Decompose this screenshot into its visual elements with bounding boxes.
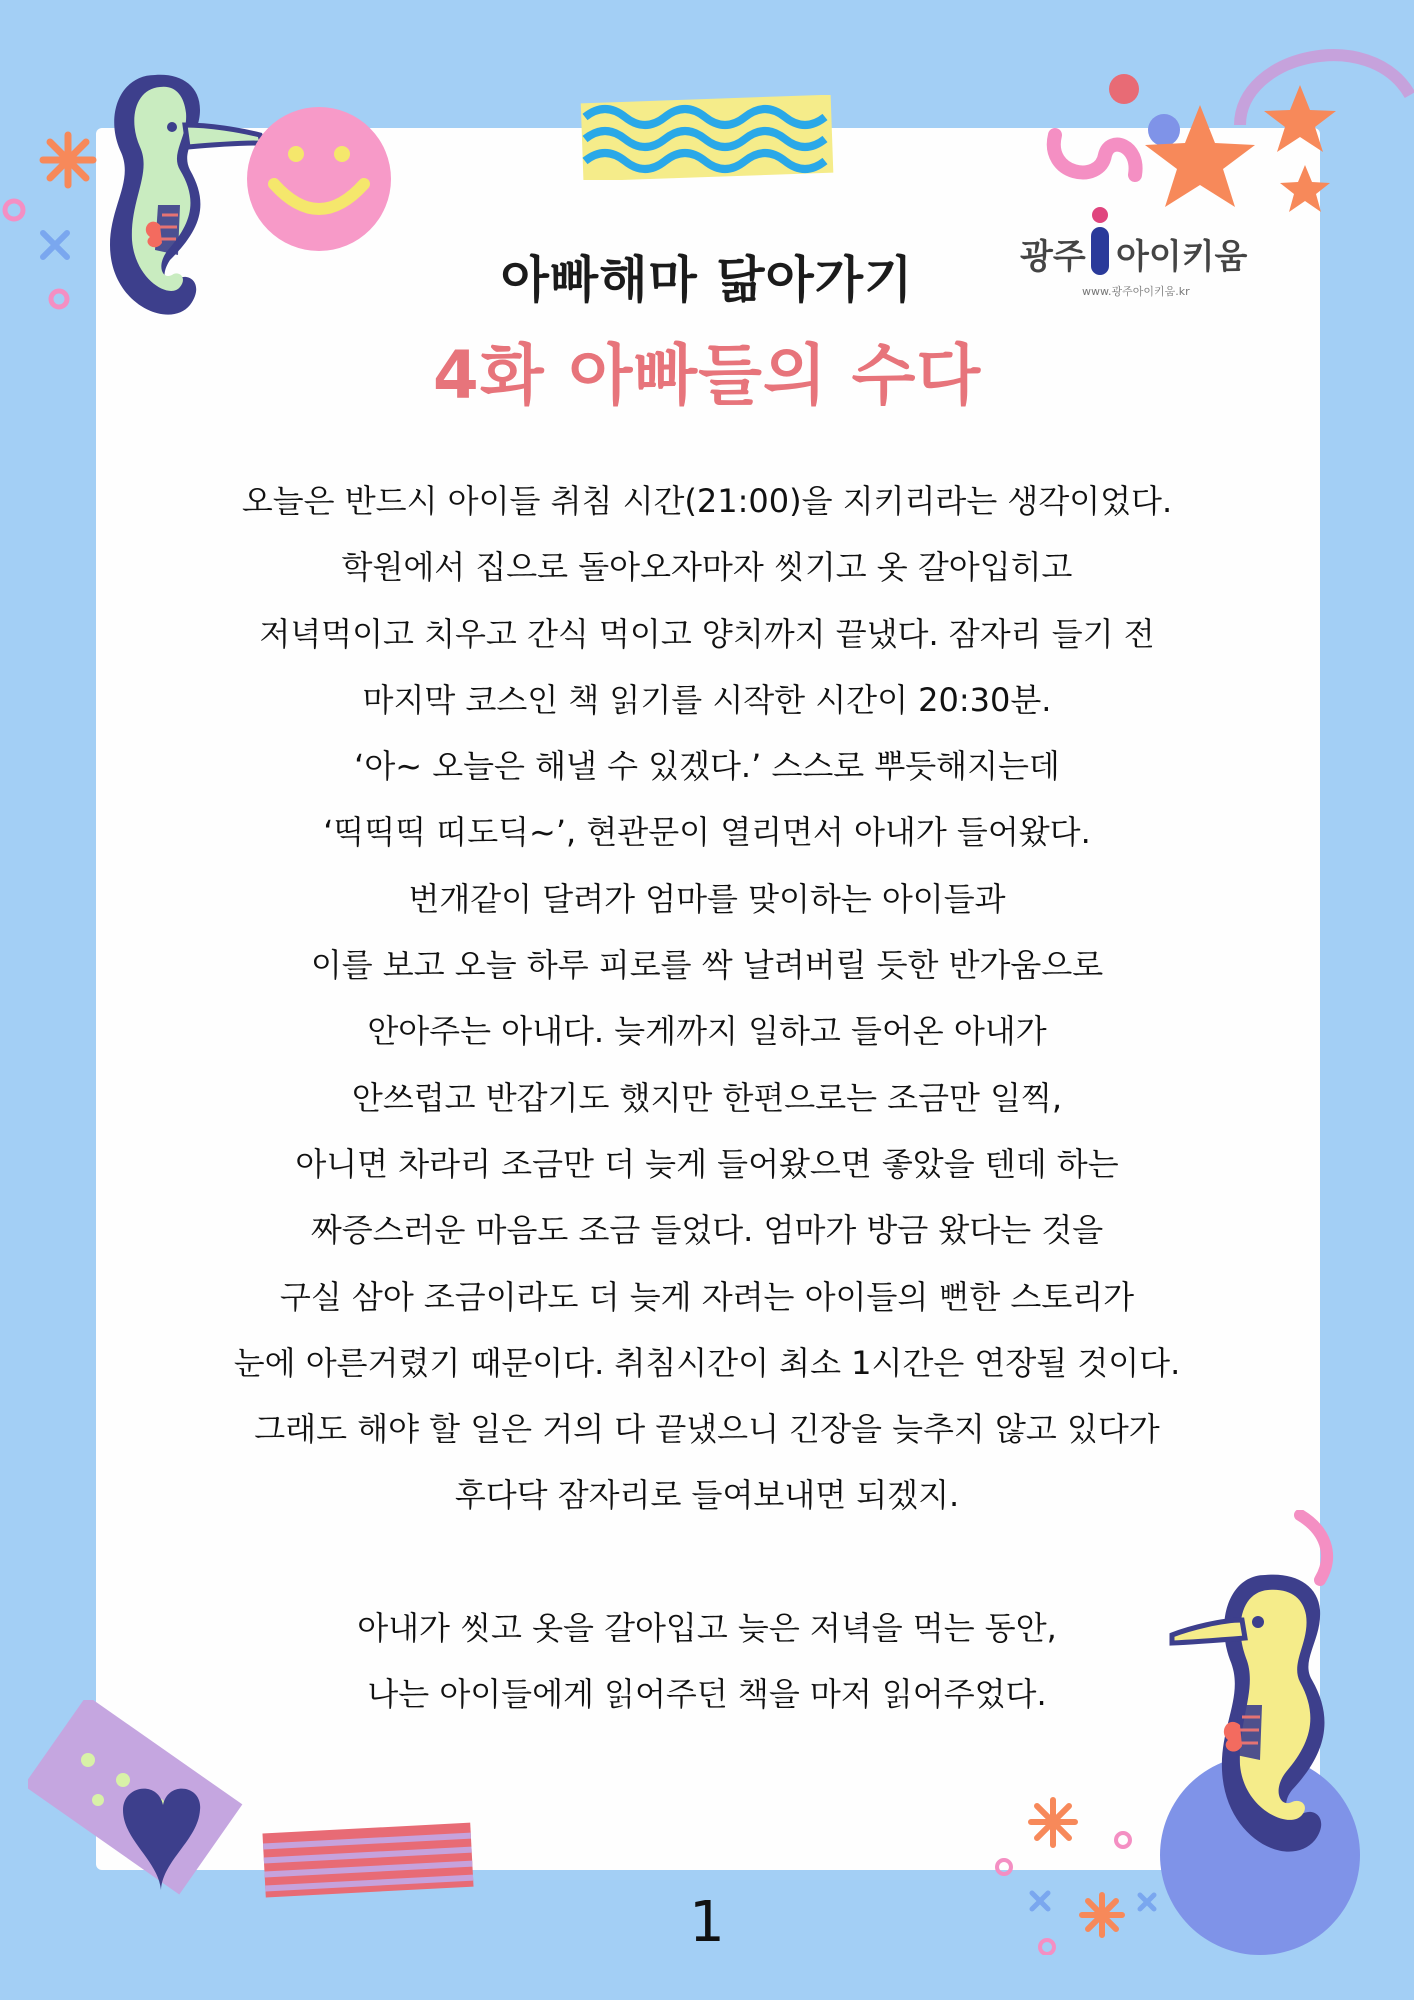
pink-ring-icon [0, 196, 28, 224]
story-line: 구실 삼아 조금이라도 더 늦게 자려는 아이들의 뻔한 스토리가 [279, 1277, 1135, 1316]
floral-tape-decoration [28, 1700, 248, 1910]
story-body [130, 468, 1284, 1727]
story-line: 후다닥 잠자리로 들여보내면 되겠지. [454, 1476, 960, 1515]
story-line: ‘띡띡띡 띠도딕~’, 현관문이 열리면서 아내가 들어왔다. [323, 813, 1091, 852]
story-line: 그래도 해야 할 일은 거의 다 끝냈으니 긴장을 늦추지 않고 있다가 [254, 1410, 1160, 1449]
story-line: 학원에서 집으로 돌아오자마자 씻기고 옷 갈아입히고 [341, 548, 1073, 587]
series-title: 아빠해마 닮아가기 [500, 251, 914, 309]
logo-name-text: 아이키움 [1116, 237, 1248, 277]
story-line: 눈에 아른거렸기 때문이다. 취침시간이 최소 1시간은 연장될 것이다. [233, 1343, 1181, 1382]
episode-title: 4화 아빠들의 수다 [432, 337, 982, 414]
story-line: 나는 아이들에게 읽어주던 책을 마저 읽어주었다. [367, 1675, 1047, 1714]
logo-city-text: 광주 [1020, 237, 1086, 277]
story-line: 마지막 코스인 책 읽기를 시작한 시간이 20:30분. [362, 680, 1052, 719]
story-line: 아내가 씻고 옷을 갈아입고 늦은 저녁을 먹는 동안, [357, 1608, 1057, 1647]
story-line: 번개같이 달려가 엄마를 맞이하는 아이들과 [408, 879, 1006, 918]
story-line: 이를 보고 오늘 하루 피로를 싹 날려버릴 듯한 반가움으로 [310, 946, 1104, 985]
wavy-tape-decoration [580, 95, 835, 180]
orange-sparkle-icon [38, 130, 98, 190]
story-line: 안쓰럽고 반갑기도 했지만 한편으로는 조금만 일찍, [351, 1078, 1063, 1117]
story-line: 짜증스러운 마음도 조금 들었다. 엄마가 방금 왔다는 것을 [310, 1211, 1104, 1250]
paragraph-gap [130, 1529, 1284, 1595]
logo-url-text: www.광주아이키움.kr [1082, 285, 1190, 298]
story-line: 저녁먹이고 치우고 간식 먹이고 양치까지 끝냈다. 잠자리 들기 전 [259, 614, 1155, 653]
story-line: 안아주는 아내다. 늦게까지 일하고 들어온 아내가 [367, 1012, 1047, 1051]
title-block [0, 240, 1414, 417]
story-line: ‘아~ 오늘은 해낼 수 있겠다.’ 스스로 뿌듯해지는데 [354, 747, 1060, 786]
story-line: 오늘은 반드시 아이들 취침 시간(21:00)을 지키리라는 생각이었다. [241, 482, 1173, 520]
striped-tape-decoration [262, 1822, 477, 1898]
story-line: 아니면 차라리 조금만 더 늦게 들어왔으면 좋았을 텐데 하는 [295, 1144, 1119, 1183]
page-number: 1 [689, 1890, 725, 1955]
smiley-face-icon [244, 104, 394, 254]
